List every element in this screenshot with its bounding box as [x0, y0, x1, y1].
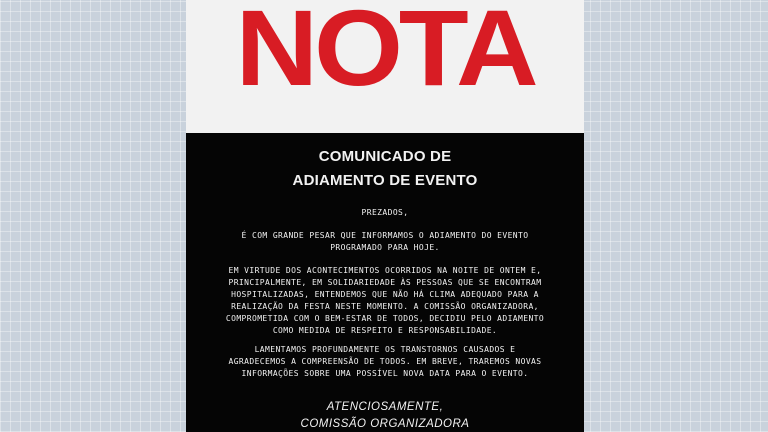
greeting-line: PREZADOS,: [361, 208, 409, 217]
notice-card: [186, 0, 584, 432]
paragraph-line: HOSPITALIZADAS, ENTENDEMOS QUE NÃO HÁ CLIMA ADEQUADO PARA A: [231, 290, 539, 299]
paragraph-line: PROGRAMADO PARA HOJE.: [330, 243, 440, 252]
paragraph-apology: [206, 344, 564, 380]
paragraph-line: É COM GRANDE PESAR QUE INFORMAMOS O ADIAMENTO DO EVENTO: [241, 231, 529, 240]
notice-title: NOTA: [235, 0, 535, 108]
paragraph-line: COMO MEDIDA DE RESPEITO E RESPONSABILIDADE.: [272, 326, 498, 335]
paragraph-line: COMPROMETIDA COM O BEM-ESTAR DE TODOS, DECIDIU PELO ADIAMENTO: [225, 314, 545, 323]
closing-signature: [186, 399, 584, 432]
greeting-text: [206, 207, 564, 219]
notice-header: [186, 0, 584, 133]
paragraph-line: EM VIRTUDE DOS ACONTECIMENTOS OCORRIDOS NA NOITE DE ONTEM E,: [228, 266, 542, 275]
paragraph-announcement: [206, 230, 564, 254]
heading-line: ADIAMENTO DE EVENTO: [292, 172, 478, 189]
paragraph-line: AGRADECEMOS A COMPREENSÃO DE TODOS. EM BREVE, TRAREMOS NOVAS: [228, 357, 542, 366]
paragraph-line: INFORMAÇÕES SOBRE UMA POSSÍVEL NOVA DATA PARA O EVENTO.: [241, 369, 529, 378]
paragraph-reason: [206, 265, 564, 337]
paragraph-line: REALIZAÇÃO DA FESTA NESTE MOMENTO. A COMISSÃO ORGANIZADORA,: [231, 302, 539, 311]
closing-line: ATENCIOSAMENTE,: [326, 401, 444, 413]
heading-line: COMUNICADO DE: [318, 148, 452, 165]
notice-body: [186, 133, 584, 432]
notice-heading: [186, 145, 584, 193]
paragraph-line: LAMENTAMOS PROFUNDAMENTE OS TRANSTORNOS CAUSADOS E: [254, 345, 516, 354]
closing-line: COMISSÃO ORGANIZADORA: [300, 418, 470, 430]
paragraph-line: PRINCIPALMENTE, EM SOLIDARIEDADE ÀS PESSOAS QUE SE ENCONTRAM: [228, 278, 542, 287]
